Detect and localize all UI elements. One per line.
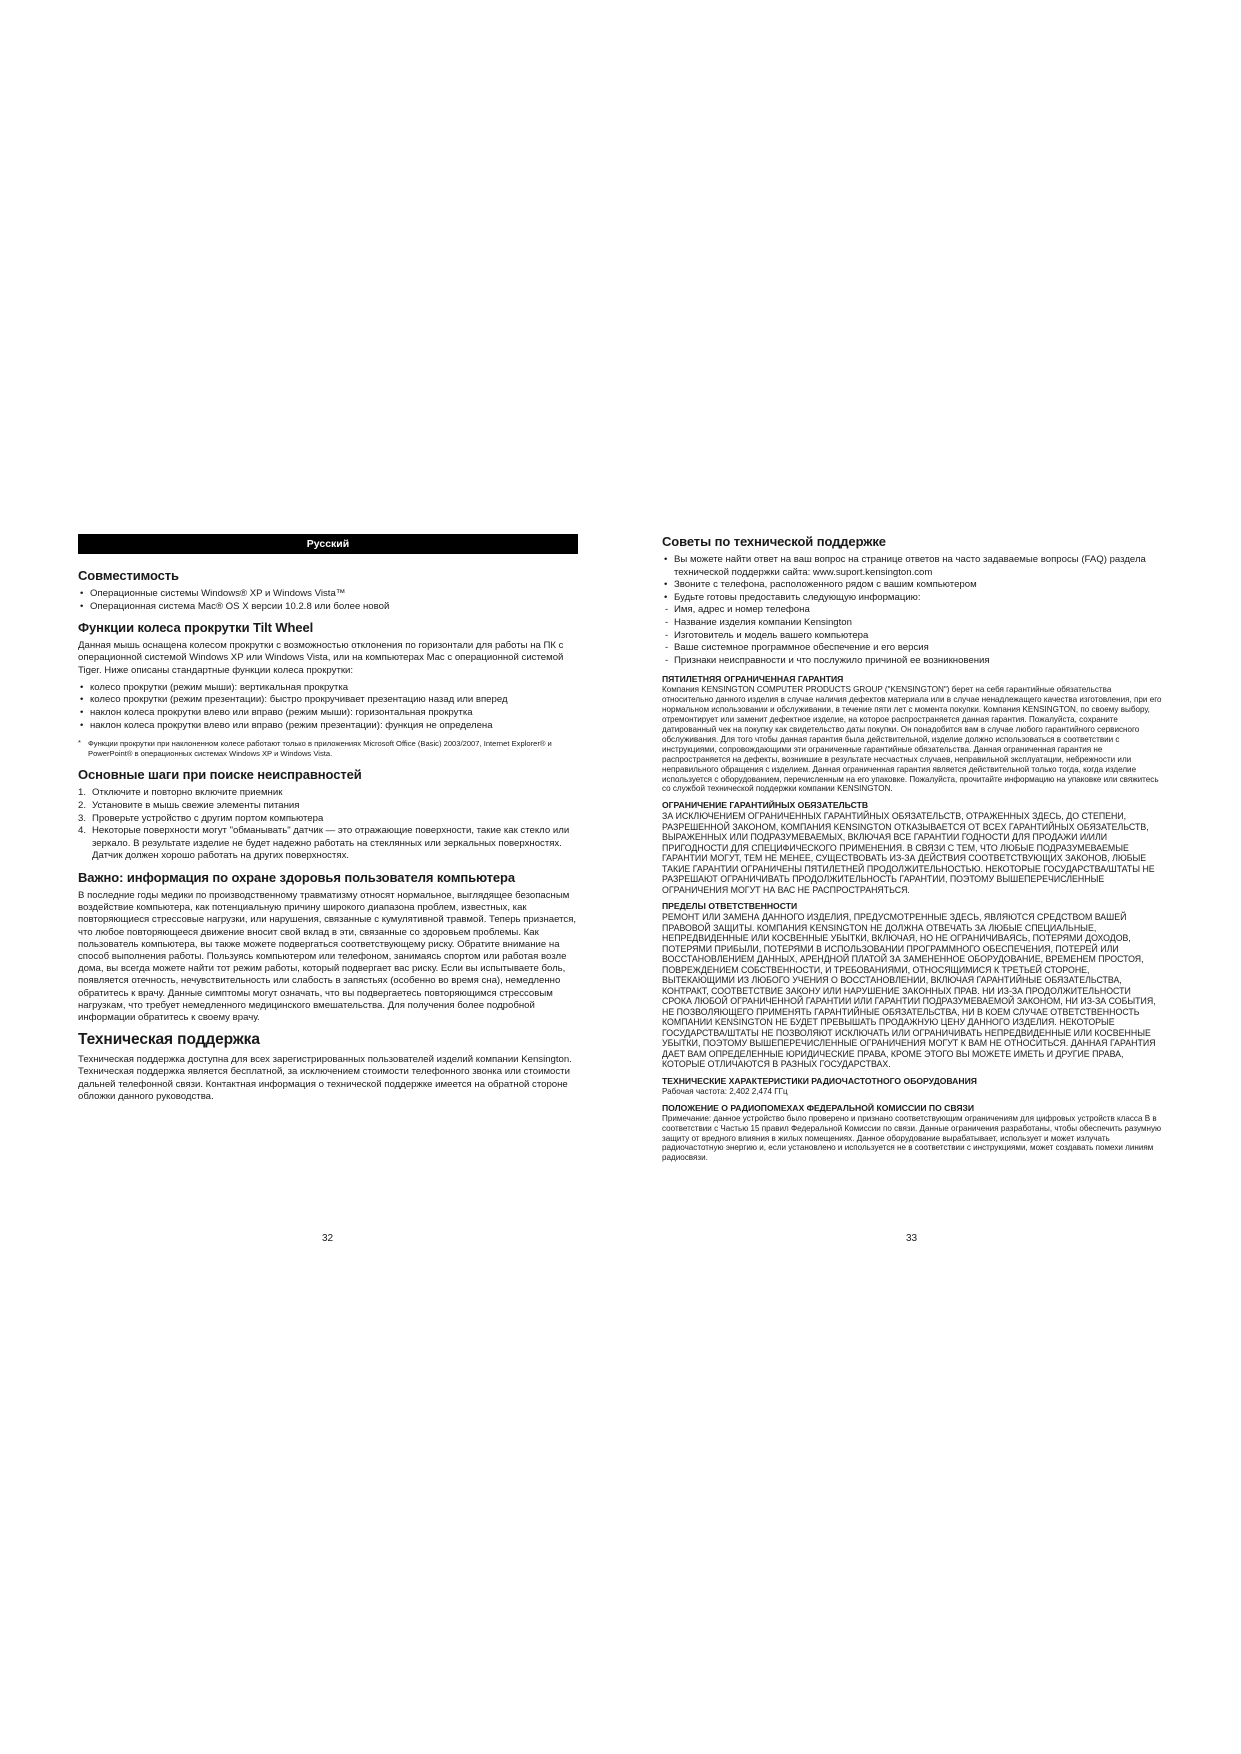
list-item: - Изготовитель и модель вашего компьютера — [662, 630, 1162, 643]
support-title: Техническая поддержка — [78, 1031, 260, 1049]
footnote-text: Функции прокрутки при наклоненном колесе работают только в приложениях Microsoft Office (Basic) 2003/2007, Internet Explorer® и PowerPoint® в операционных системах Windows XP и Windows Vista. — [88, 739, 552, 758]
page-number-left: 32 — [322, 1233, 334, 1244]
radio-text: Рабочая частота: 2,402 2,474 ГГц — [662, 1086, 788, 1096]
list-item — [78, 800, 578, 813]
list-item: • Звоните с телефона, расположенного рядом с вашим компьютером — [662, 579, 1162, 592]
right-page — [662, 534, 1162, 1163]
limitation-title: ОГРАНИЧЕНИЕ ГАРАНТИЙНЫХ ОБЯЗАТЕЛЬСТВ — [662, 800, 869, 811]
list-item: • Вы можете найти ответ на ваш вопрос на странице ответов на часто задаваемые вопросы (FAQ) раздела технической поддержки сайта: www.suport.kensington.com — [662, 554, 1162, 579]
item-number: 2. — [78, 799, 87, 811]
tilt-wheel-title: Функции колеса прокрутки Tilt Wheel — [78, 620, 314, 636]
support-section — [78, 1031, 578, 1103]
fcc-title: ПОЛОЖЕНИЕ О РАДИОПОМЕХАХ ФЕДЕРАЛЬНОЙ КОМИССИИ ПО СВЯЗИ — [662, 1102, 975, 1113]
support-tips-title: Советы по технической поддержке — [662, 534, 886, 549]
liability-text: РЕМОНТ ИЛИ ЗАМЕНА ДАННОГО ИЗДЕЛИЯ, ПРЕДУСМОТРЕННЫЕ ЗДЕСЬ, ЯВЛЯЮТСЯ СРЕДСТВОМ ВАШЕЙ ПРАВОВОЙ ЗАЩИТЫ. КОМПАНИЯ KENSINGTON НЕ ДОЛЖНА ОТВЕЧАТЬ ЗА ЛЮБЫЕ СПЕЦИАЛЬНЫЕ, НЕПРЕДВИДЕННЫЕ ИЛИ КОСВЕННЫЕ УБЫТКИ, ВКЛЮЧАЯ, НО НЕ ОГРАНИЧИВАЯСЬ, ПОТЕРЯМИ ДОХОДОВ, ПОТЕРЯМИ ПРИБЫЛИ, ПОТЕРЯМИ В ИСПОЛЬЗОВАНИИ ПРОГРАММНОГО ОБЕСПЕЧЕНИЯ, ПОТЕРЕЙ ИЛИ ВОССТАНОВЛЕНИЕМ ДАННЫХ, АРЕНДНОЙ ПЛАТОЙ ЗА ЗАМЕНЕННОЕ ОБОРУДОВАНИЕ, ВРЕМЕНЕМ ПРОСТОЯ, ПОВРЕЖДЕНИЕМ СОБСТВЕННОСТИ, И ТРЕБОВАНИЯМИ, ОТНОСЯЩИМИСЯ К ТРЕТЬЕЙ СТОРОНЕ, ВЫТЕКАЮЩИМИ ИЗ ЛЮБОГО УЧЕНИЯ О ВОССТАНОВЛЕНИИ, ВКЛЮЧАЯ ГАРАНТИЙНЫЕ ОБЯЗАТЕЛЬСТВА, КОНТРАКТ, СООТВЕТСТВИЕ ЗАКОНУ ИЛИ НАРУШЕНИЕ ЗАКОННЫХ ПРАВ. НИ ИЗ-ЗА ПРОДОЛЖИТЕЛЬНОСТИ СРОКА ЛЮБОЙ ОГРАНИЧЕННОЙ ГАРАНТИИ ИЛИ ГАРАНТИИ ПОДРАЗУМЕВАЕМОЙ ЗАКОНОМ, НИ ИЗ-ЗА СОБЫТИЯ, НЕ ПОЗВОЛЯЮЩЕГО ПРИМЕНЯТЬ ГАРАНТИЙНЫЕ ОБЯЗАТЕЛЬСТВА, НИ В КОЕМ СЛУЧАЕ ОТВЕТСТВЕННОСТЬ КОМПАНИИ KENSINGTON НЕ БУДЕТ ПРЕВЫШАТЬ ПРОДАЖНУЮ ЦЕНУ ДАННОГО ИЗДЕЛИЯ. НЕКОТОРЫЕ ГОСУДАРСТВА/ШТАТЫ НЕ ПОЗВОЛЯЮТ ИСКЛЮЧАТЬ ИЛИ ОГРАНИЧИВАТЬ НЕПРЕДВИДЕННЫЕ ИЛИ КОСВЕННЫЕ УБЫТКИ, ПОЭТОМУ ВЫШЕПЕРЕЧИСЛЕННЫЕ ОГРАНИЧЕНИЯ МОГУТ К ВАМ НЕ ОТНОСИТЬСЯ. ДАННАЯ ГАРАНТИЯ ДАЕТ ВАМ ОПРЕДЕЛЕННЫЕ ЮРИДИЧЕСКИЕ ПРАВА, КРОМЕ ЭТОГО ВЫ МОЖЕТЕ ИМЕТЬ И ДРУГИЕ ПРАВА, КОТОРЫЕ ОТЛИЧАЮТСЯ В РАЗНЫХ ГОСУДАРСТВАХ. — [662, 912, 1156, 1070]
item-text: Некоторые поверхности могут "обманывать" датчик — это отражающие поверхности, такие как стекло или зеркало. В результате изделие не будет надежно работать на стеклянных или зеркальных поверхностях. Датчик должен хорошо работать на других поверхностях. — [92, 825, 570, 862]
support-text: Техническая поддержка доступна для всех зарегистрированных пользователей изделий компании Kensington. Техническая поддержка является бесплатной, за исключением стоимости телефонного звонка или стоимости дальней телефонной связи. Контактная информация о технической поддержке имеется на обратной стороне обложки данного руководства. — [78, 1054, 572, 1102]
tilt-wheel-list — [78, 682, 578, 732]
list-item — [78, 825, 578, 863]
health-text: В последние годы медики по производственному травматизму относят нормальное, выглядящее безопасным воздействие компьютера, как потенциальную причину широкого диапазона проблем, известных, как повторяющиеся стрессовые нагрузки, или нарушения, связанные с кумулятивной травмой. Теперь признается, что любое повторяющееся движение вносит свой вклад в эти, связанные со здоровьем проблемы. Как пользователь компьютера, вы также можете подвергаться соответствующему риску. Обратите внимание на способ выполнения работы. Пользуясь компьютером или телефоном, занимаясь спортом или работая возле дома, вы всегда можете найти тот режим работы, который подвергает вас риску. Если вы испытываете боль, появляется отечность, нечувствительность или слабость в запястьях (особенно во время сна), немедленно обратитесь к врачу. Данные симптомы могут означать, что вы подвергаетесь повторяющимся стрессовым нагрузкам, что требует немедленного медицинского вмешательства. Для получения более подробной информации обратитесь к своему врачу. — [78, 889, 577, 1023]
support-info-list — [662, 604, 1162, 667]
radio-title: ТЕХНИЧЕСКИЕ ХАРАКТЕРИСТИКИ РАДИОЧАСТОТНОГО ОБОРУДОВАНИЯ — [662, 1075, 977, 1086]
list-item: - Имя, адрес и номер телефона — [662, 604, 1162, 617]
health-section — [78, 870, 578, 1024]
limitation-text: ЗА ИСКЛЮЧЕНИЕМ ОГРАНИЧЕННЫХ ГАРАНТИЙНЫХ ОБЯЗАТЕЛЬСТВ, ОТРАЖЕННЫХ ЗДЕСЬ, ДО СТЕПЕНИ, РАЗРЕШЕННОЙ ЗАКОНОМ, КОМПАНИЯ KENSINGTON ОТКАЗЫВАЕТСЯ ОТ ВСЕХ ГАРАНТИЙНЫХ ОБЯЗАТЕЛЬСТВ, ВЫРАЖЕННЫХ ИЛИ ПОДРАЗУМЕВАЕМЫХ, ВКЛЮЧАЯ ВСЕ ГАРАНТИИ ГОДНОСТИ ДЛЯ ПРОДАЖИ И/ИЛИ ПРИГОДНОСТИ ДЛЯ СПЕЦИФИЧЕСКОГО ПРИМЕНЕНИЯ. В СВЯЗИ С ТЕМ, ЧТО ЛЮБЫЕ ПОДРАЗУМЕВАЕМЫЕ ГАРАНТИИ МОГУТ, ТЕМ НЕ МЕНЕЕ, СУЩЕСТВОВАТЬ ИЗ-ЗА ДЕЙСТВИЯ СООТВЕТСТВУЮЩИХ ЗАКОНОВ, ЛЮБЫЕ ТАКИЕ ГАРАНТИИ ОГРАНИЧЕНЫ ПЯТИЛЕТНЕЙ ПРОДОЛЖИТЕЛЬНОСТЬЮ. НЕКОТОРЫЕ ГОСУДАРСТВА/ШТАТЫ НЕ РАЗРЕШАЮТ ОГРАНИЧИВАТЬ ПРОДОЛЖИТЕЛЬНОСТЬ ГАРАНТИИ, ПОЭТОМУ ВЫШЕПЕРЕЧИСЛЕННЫЕ ОГРАНИЧЕНИЯ МОГУТ НА ВАС НЕ РАСПРОСТРАНЯТЬСЯ. — [662, 811, 1155, 895]
item-number: 1. — [78, 787, 87, 799]
warranty-text: Компания KENSINGTON COMPUTER PRODUCTS GROUP ("KENSINGTON") берет на себя гарантийные обязательства относительно данного изделия в случае наличия дефектов материала или в случае ненадлежащего качества изготовления, при его нормальном использовании и обслуживании, в течение пяти лет с момента покупки. Компания KENSINGTON, по своему выбору, отремонтирует или заменит дефектное изделие, на которое распространяется данная гарантия. Пожалуйста, сохраните датированный чек на покупку как свидетельство даты покупки. Он понадобится вам в случае любого гарантийного сервисного обслуживания. Для того чтобы данная гарантия была действительной, изделие должно использоваться в соответствии с инструкциями, сопровождающими эти ограниченные гарантийные обязательства. Данная ограниченная гарантия не распространяется на дефекты, возникшие в результате несчастных случаев, неправильной эксплуатации, небрежности или неправильного обращения с изделием. Данная ограниченная гарантия является действительной только тогда, когда изделие используется с оборудованием, перечисленным на его упаковке. Пожалуйста, прочитайте информацию на упаковке или свяжитесь со службой технической поддержки компании KENSINGTON. — [662, 685, 1162, 794]
troubleshooting-title: Основные шаги при поиске неисправностей — [78, 767, 362, 783]
list-item: - Признаки неисправности и что послужило причиной ее возникновения — [662, 655, 1162, 668]
list-item — [78, 813, 578, 826]
compatibility-title: Совместимость — [78, 568, 179, 583]
list-item: • наклон колеса прокрутки влево или вправо (режим презентации): функция не определена — [78, 720, 578, 733]
troubleshooting-section — [78, 767, 578, 863]
item-text: Проверьте устройство с другим портом компьютера — [92, 812, 324, 824]
compatibility-section — [78, 568, 578, 613]
footnote-mark: * — [78, 738, 81, 748]
item-text: Отключите и повторно включите приемник — [92, 787, 283, 799]
list-item: • Операционная система Mac® OS X версии 10.2.8 или более новой — [78, 601, 578, 614]
tilt-wheel-intro: Данная мышь оснащена колесом прокрутки с возможностью отклонения по горизонтали для работы на ПК с операционной системой Windows XP или Windows Vista, или на компьютерах Mac с операционной системой Tiger. Ниже описаны стандартные функции колеса прокрутки: — [78, 640, 564, 676]
item-number: 4. — [78, 825, 87, 837]
fcc-text: Примечание: данное устройство было проверено и признано соответствующим ограничениям для цифровых устройств класса B в соответствии с Частью 15 правил Федеральной Комиссии по связи. Данные ограничения разработаны, чтобы обеспечить разумную защиту от вредного влияния в жилых помещениях. Данное оборудование вырабатывает, использует и может излучать радиочастотную энергию и, если установлено и используется не в соответствии с инструкциями, может создавать помехи линиям радиосвязи. — [662, 1113, 1162, 1163]
list-item: • колесо прокрутки (режим мыши): вертикальная прокрутка — [78, 682, 578, 695]
list-item: - Название изделия компании Kensington — [662, 617, 1162, 630]
list-item — [78, 787, 578, 800]
list-item: • колесо прокрутки (режим презентации): быстро прокручивает презентацию назад или вперед — [78, 694, 578, 707]
list-item: • Операционные системы Windows® XP и Windows Vista™ — [78, 588, 578, 601]
health-title: Важно: информация по охране здоровья пользователя компьютера — [78, 869, 516, 885]
footnote — [78, 739, 578, 758]
list-item: • Будьте готовы предоставить следующую информацию: — [662, 592, 1162, 605]
support-tips-section — [662, 534, 1162, 667]
left-page — [78, 534, 578, 1110]
liability-title: ПРЕДЕЛЫ ОТВЕТСТВЕННОСТИ — [662, 901, 798, 912]
list-item: • наклон колеса прокрутки влево или вправо (режим мыши): горизонтальная прокрутка — [78, 707, 578, 720]
tilt-wheel-section — [78, 620, 578, 758]
compatibility-list — [78, 588, 578, 613]
item-number: 3. — [78, 812, 87, 824]
page-number-right: 33 — [906, 1233, 918, 1244]
support-tips-list — [662, 554, 1162, 604]
troubleshooting-list — [78, 787, 578, 863]
list-item: - Ваше системное программное обеспечение и его версия — [662, 642, 1162, 655]
item-text: Установите в мышь свежие элементы питания — [92, 799, 300, 811]
legal-section — [662, 674, 1162, 1163]
language-bar: Русский — [78, 534, 578, 554]
warranty-title: ПЯТИЛЕТНЯЯ ОГРАНИЧЕННАЯ ГАРАНТИЯ — [662, 674, 844, 685]
